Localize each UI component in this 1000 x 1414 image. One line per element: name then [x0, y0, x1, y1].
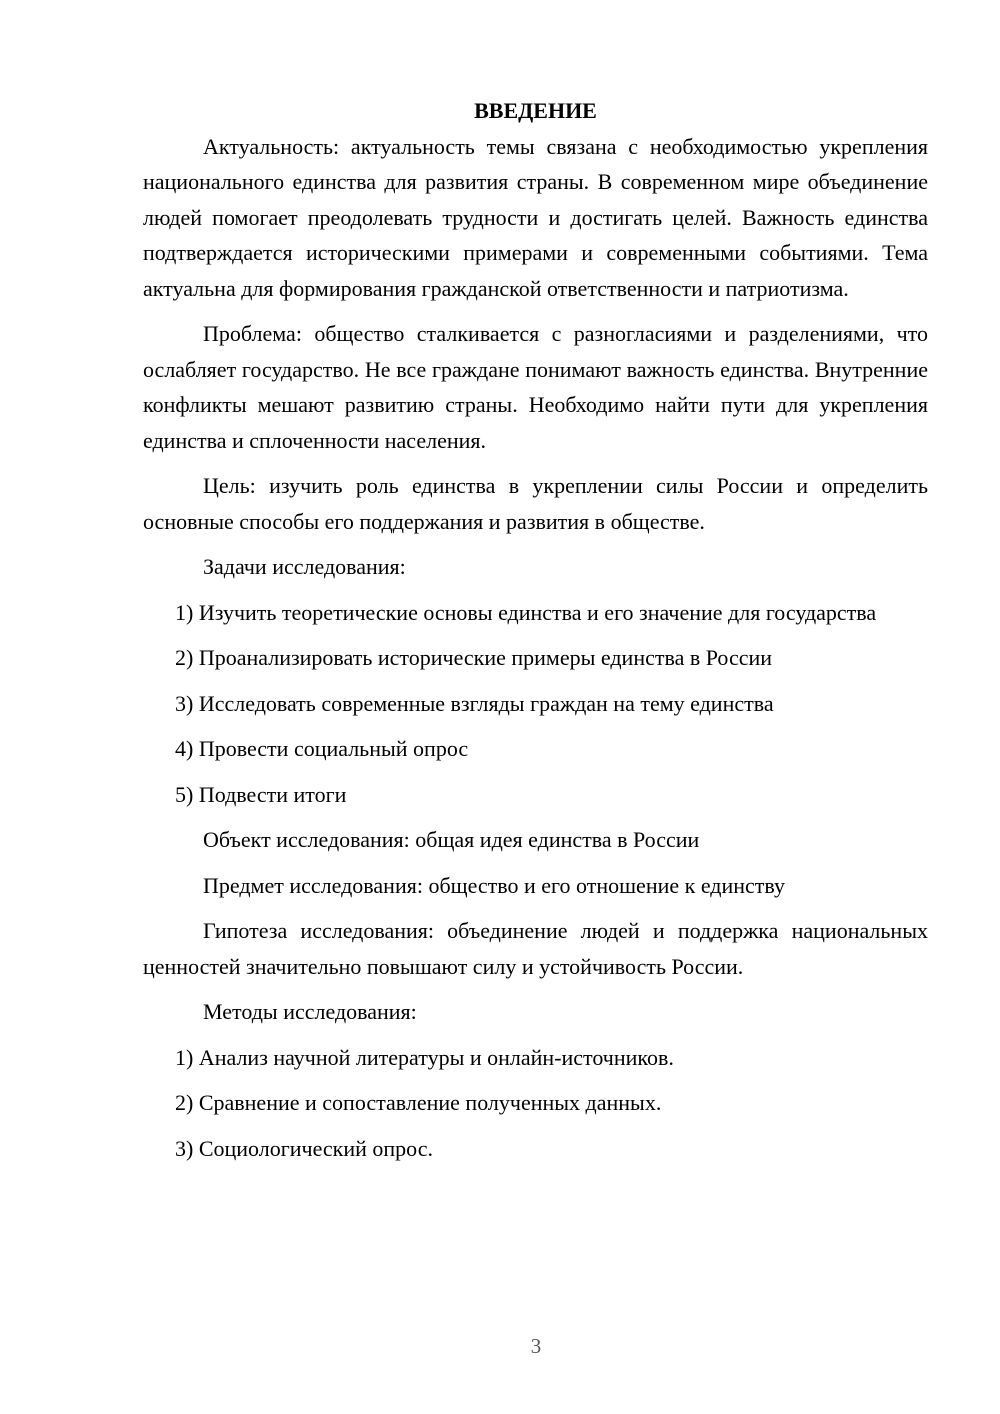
- page-title: ВВЕДЕНИЕ: [474, 98, 597, 123]
- task-item: 2) Проанализировать исторические примеры единства в России: [175, 645, 773, 670]
- page-number: 3: [530, 1334, 542, 1358]
- task-item: 5) Подвести итоги: [175, 781, 347, 807]
- method-item: 2) Сравнение и сопоставление полученных данных.: [175, 1090, 662, 1115]
- goal-paragraph: Цель: изучить роль единства в укреплении силы России и определить основные способы его поддержания и развития в обществе.: [143, 473, 928, 534]
- hypothesis-paragraph: Гипотеза исследования: объединение людей и поддержка национальных ценностей значительно повышают силу и устойчивость России.: [143, 918, 928, 979]
- task-item: 1) Изучить теоретические основы единства и его значение для государства: [175, 599, 877, 625]
- task-item: 3) Исследовать современные взгляды граждан на тему единства: [175, 690, 774, 716]
- task-item: 4) Провести социальный опрос: [175, 736, 469, 761]
- methods-heading: Методы исследования:: [203, 999, 417, 1024]
- page-content: [143, 93, 928, 1176]
- problem-paragraph: Проблема: общество сталкивается с разногласиями и разделениями, что ослабляет государство. Не все граждане понимают важность единства. Внутренние конфликты мешают развитию страны. Необходимо найти пути для укрепления единства и сплоченности населения.: [143, 321, 928, 453]
- tasks-heading: Задачи исследования:: [203, 554, 406, 579]
- relevance-paragraph: Актуальность: актуальность темы связана с необходимостью укрепления национального единства для развития страны. В современном мире объединение людей помогает преодолевать трудности и достигать целей. Важность единства подтверждается историческими примерами и современными событиями. Тема актуальна для формирования гражданской ответственности и патриотизма.: [143, 133, 928, 301]
- method-item: 3) Социологический опрос.: [175, 1135, 433, 1161]
- subject-paragraph: Предмет исследования: общество и его отношение к единству: [203, 872, 786, 898]
- tasks-list: [143, 595, 928, 813]
- method-item: 1) Анализ научной литературы и онлайн-источников.: [175, 1044, 674, 1070]
- methods-list: [143, 1040, 928, 1167]
- object-paragraph: Объект исследования: общая идея единства в России: [203, 827, 700, 852]
